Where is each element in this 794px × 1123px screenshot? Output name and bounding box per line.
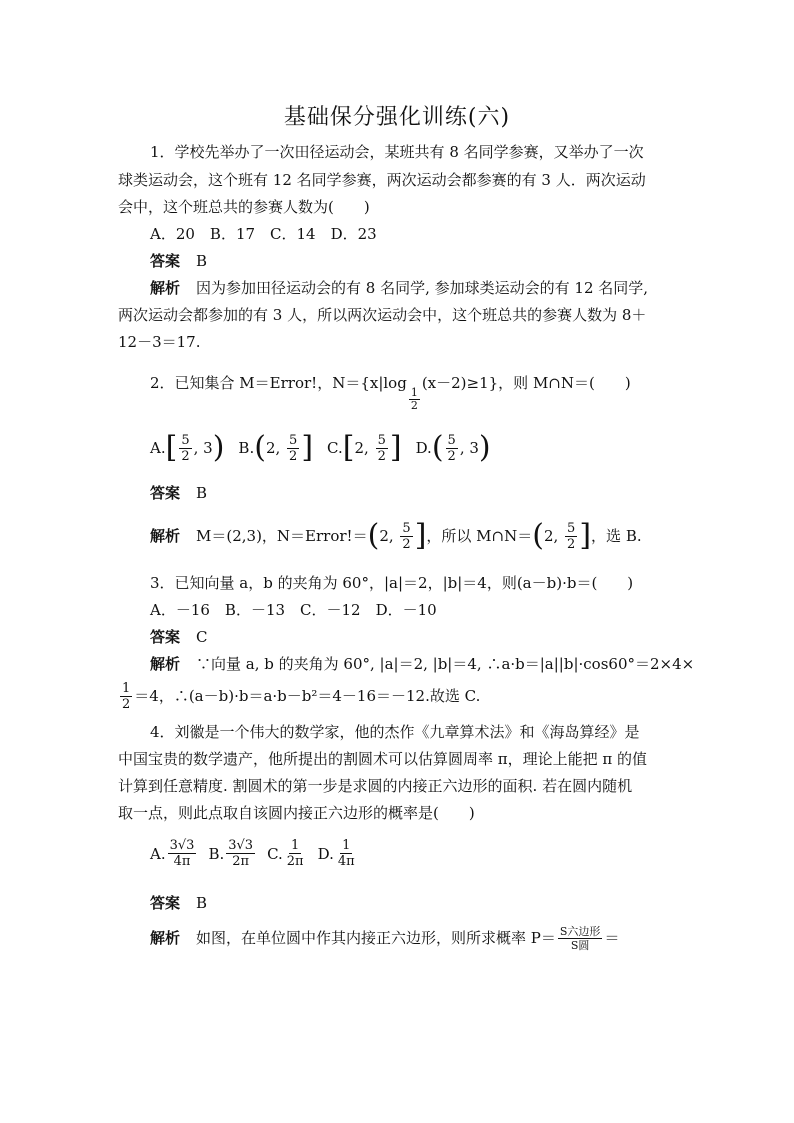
bracket: [	[165, 430, 178, 465]
answer-value: B	[196, 484, 208, 502]
numerator: 1	[291, 838, 300, 853]
fraction	[400, 521, 412, 552]
answer-label: 答案	[150, 628, 181, 646]
analysis-text: 如图，在单位圆中作其内接正六边形，则所求概率 P＝	[196, 929, 556, 947]
fraction	[336, 838, 357, 869]
value: 3	[203, 439, 213, 457]
q3-answer	[150, 627, 680, 647]
q4-line1: 4．刘徽是一个伟大的数学家，他的杰作《九章算术法》和《海岛算经》是	[150, 723, 640, 741]
bracket: (	[367, 518, 380, 553]
q3-analysis1	[150, 654, 695, 674]
q4-line4: 取一点，则此点取自该圆内接正六边形的概率是( )	[118, 804, 475, 822]
q4-option-d	[318, 838, 359, 869]
fraction	[376, 433, 388, 464]
q2-option-a: A. [ $\frac{5}{2}$ , 3 )	[150, 430, 225, 465]
denominator: 4π	[337, 854, 355, 869]
fraction	[179, 433, 191, 464]
answer-label: 答案	[150, 894, 181, 912]
q3-line1: 3．已知向量 a，b 的夹角为 60°，|a|＝2，|b|＝4，则(a－b)·b＝( )	[150, 574, 634, 592]
q4-line2: 中国宝贵的数学遗产，他所提出的割圆术可以估算圆周率 π，理论上能把 π 的值	[118, 750, 648, 768]
q2-line1	[150, 373, 680, 412]
denominator: 2	[402, 536, 411, 552]
denominator: S圆	[570, 938, 590, 952]
denominator: 2	[377, 448, 386, 464]
numerator: S六边形	[559, 924, 601, 938]
fraction	[168, 838, 197, 869]
q2-text: 2．已知集合 M＝Error!，N＝{x|log	[150, 374, 407, 392]
analysis-text: ，所以 M∩N＝	[426, 527, 533, 545]
bracket: ]	[579, 518, 592, 553]
q1-options: A．20 B．17 C．14 D．23	[150, 225, 377, 243]
q4-option-c	[267, 838, 308, 869]
q1-line3: 会中，这个班总共的参赛人数为( )	[118, 198, 370, 216]
numerator: 5	[567, 520, 576, 536]
option-label: C.	[327, 439, 343, 457]
analysis-label: 解析	[150, 279, 181, 297]
option-label: D.	[317, 844, 334, 863]
q3-analysis2	[118, 680, 678, 712]
q2-option-c: C. [ 2, $\frac{5}{2}$ ]	[327, 430, 402, 465]
analysis-label: 解析	[150, 527, 181, 545]
option-label: C.	[267, 844, 283, 863]
equals-sign: ＝	[604, 929, 620, 947]
bracket: (	[532, 518, 544, 553]
fraction	[446, 433, 458, 464]
fraction	[226, 838, 255, 869]
q4-option-b	[208, 838, 257, 869]
q4-analysis1	[150, 920, 680, 956]
analysis-text: 因为参加田径运动会的有 8 名同学, 参加球类运动会的有 12 名同学,	[196, 279, 649, 297]
q1-line1: 1．学校先举办了一次田径运动会，某班共有 8 名同学参赛，又举办了一次	[150, 143, 644, 161]
denominator: 2π	[286, 854, 304, 869]
option-label: B.	[238, 439, 255, 457]
numerator: 5	[377, 432, 386, 448]
q1-analysis3: 12－3＝17.	[118, 333, 201, 351]
analysis-text: M＝(2,3)，N＝Error!＝	[196, 527, 368, 545]
numerator: 3√3	[228, 838, 254, 853]
fraction	[285, 838, 306, 869]
q2-option-b: B. ( 2, $\frac{5}{2}$ ]	[238, 430, 314, 465]
analysis-text: ＝4，∴(a－b)·b＝a·b－b²＝4－16＝－12.故选 C.	[134, 687, 481, 705]
bracket: ]	[389, 430, 402, 465]
numerator: 5	[402, 520, 411, 536]
fraction	[287, 433, 299, 464]
denominator: 2	[447, 448, 456, 464]
fraction	[565, 521, 577, 552]
denominator: 2π	[232, 854, 250, 869]
numerator: 5	[447, 432, 456, 448]
value: 3	[469, 439, 479, 457]
page-title: 基础保分强化训练(六)	[283, 105, 511, 130]
bracket: [	[342, 430, 355, 465]
fraction-denominator: 2	[410, 399, 418, 412]
numerator: 1	[342, 838, 351, 853]
numerator: 3√3	[169, 838, 195, 853]
q1-line2: 球类运动会，这个班有 12 名同学参赛，两次运动会都参赛的有 3 人．两次运动	[118, 171, 646, 189]
q1-analysis1	[150, 278, 680, 298]
denominator: 2	[181, 448, 190, 464]
q4-line3: 计算到任意精度. 割圆术的第一步是求圆的内接正六边形的面积. 若在圆内随机	[118, 777, 633, 795]
answer-label: 答案	[150, 252, 181, 270]
analysis-text: ，选 B.	[591, 527, 642, 545]
analysis-text: ∵向量 a, b 的夹角为 60°, |a|＝2, |b|＝4, ∴a·b＝|a||b|·cos60°＝2×4×	[196, 655, 695, 673]
answer-value: B	[196, 894, 208, 912]
analysis-label: 解析	[150, 929, 181, 947]
q1-analysis2: 两次运动会都参加的有 3 人，所以两次运动会中，这个班总共的参赛人数为 8＋	[118, 306, 647, 324]
fraction	[558, 925, 603, 952]
q4-option-a	[150, 838, 198, 869]
q2-text-tail: (x－2)≥1}，则 M∩N＝( )	[421, 374, 631, 392]
fraction	[120, 681, 132, 712]
option-label: D.	[415, 439, 432, 457]
numerator: 5	[181, 432, 190, 448]
analysis-label: 解析	[150, 655, 181, 673]
q2-answer	[150, 483, 680, 503]
denominator: 4π	[173, 854, 191, 869]
q2-options	[150, 426, 505, 470]
numerator: 1	[122, 680, 131, 696]
bracket: ]	[414, 518, 427, 553]
bracket: (	[431, 430, 444, 465]
answer-label: 答案	[150, 484, 181, 502]
answer-value: B	[196, 252, 208, 270]
q2-analysis: 解析 M＝(2,3)，N＝Error!＝ ( 2, $\frac{5}{2}$ ] ，所以 M∩N＝ ( 2, $\frac{5}{2}$ ] ，选 B.	[150, 518, 642, 553]
bracket: )	[212, 430, 225, 465]
denominator: 2	[567, 536, 576, 552]
q4-options	[150, 838, 369, 869]
denominator: 2	[122, 696, 131, 712]
log-base-fraction	[409, 387, 420, 412]
bracket: ]	[301, 430, 314, 465]
q4-answer	[150, 893, 680, 913]
fraction-numerator: 1	[410, 386, 418, 399]
option-label: A.	[150, 439, 166, 457]
numerator: 5	[289, 432, 298, 448]
option-label: A.	[150, 844, 166, 863]
answer-value: C	[196, 628, 208, 646]
option-label: B.	[208, 844, 225, 863]
q2-option-d: D. ( $\frac{5}{2}$ , 3 )	[415, 430, 491, 465]
denominator: 2	[289, 448, 298, 464]
q1-answer	[150, 251, 680, 271]
bracket: (	[254, 430, 266, 465]
bracket: )	[478, 430, 491, 465]
q3-options: A．－16 B．－13 C．－12 D．－10	[150, 601, 437, 619]
